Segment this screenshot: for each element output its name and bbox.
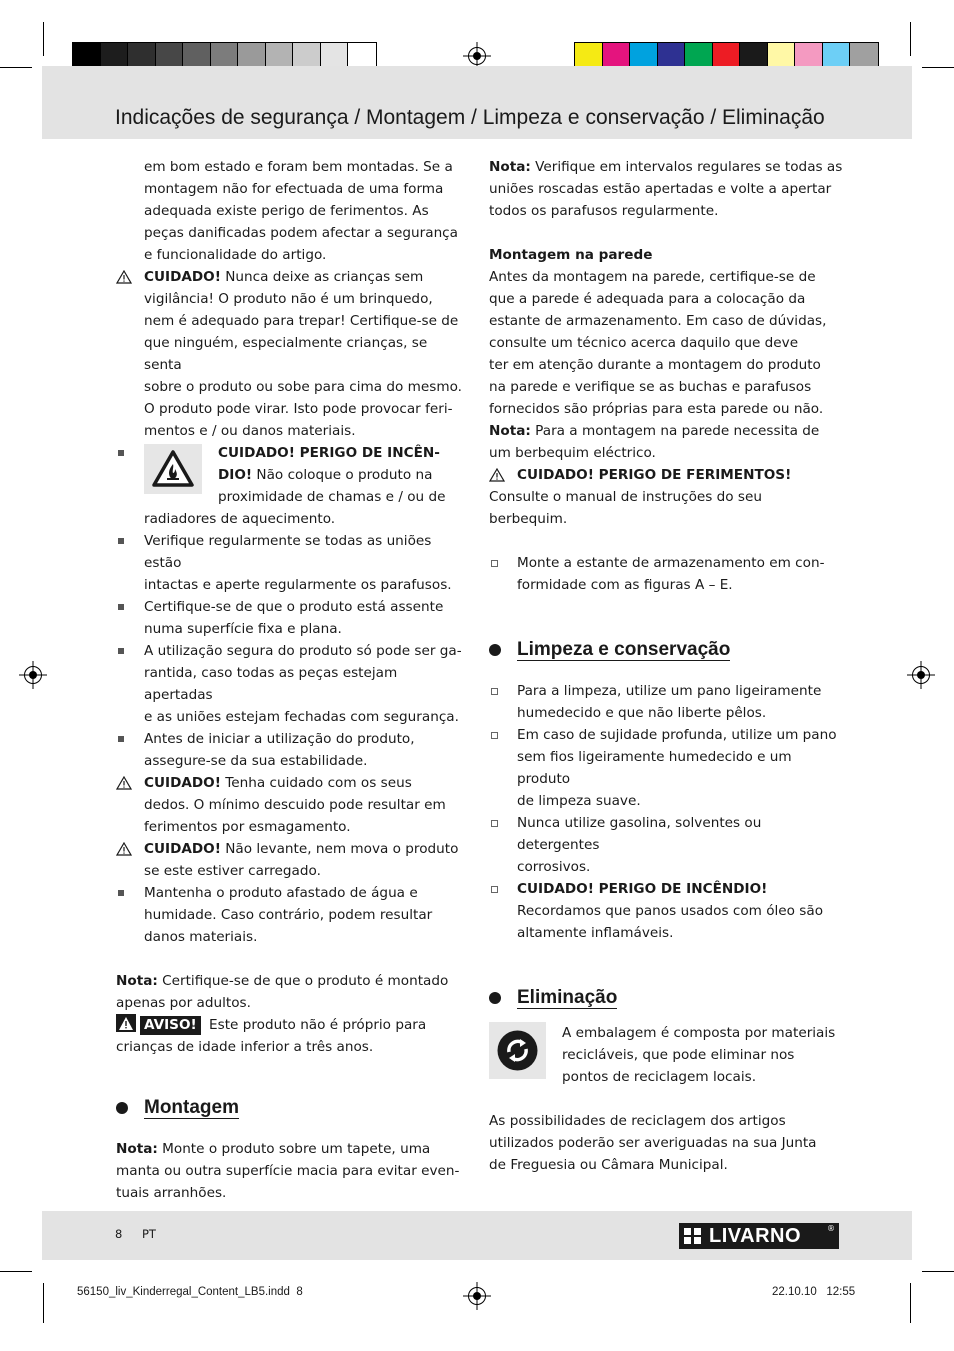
text-line: intactas e aperte regularmente os parafusos. bbox=[144, 577, 452, 593]
text-line: utilizados poderão ser averiguadas na sua Junta bbox=[489, 1135, 817, 1151]
wall-paragraph bbox=[489, 266, 844, 420]
note-paragraph bbox=[116, 1138, 468, 1204]
caution-item bbox=[489, 464, 844, 530]
text-line: As possibilidades de reciclagem dos artigos bbox=[489, 1113, 786, 1129]
recycling-paragraph bbox=[489, 1110, 844, 1176]
warning-triangle-icon bbox=[116, 270, 132, 284]
text-line: e funcionalidade do artigo. bbox=[144, 247, 327, 263]
text-line: Certifique-se de que o produto está assente bbox=[144, 599, 444, 615]
section-heading-eliminacao bbox=[489, 984, 844, 1012]
text-line: nem é adequado para trepar! Certifique-se de bbox=[144, 313, 459, 329]
text-line: A utilização segura do produto só pode ser ga- bbox=[144, 643, 462, 659]
text-line: Este produto não é próprio para bbox=[204, 1017, 427, 1033]
list-item bbox=[489, 680, 844, 724]
bullet-icon bbox=[118, 890, 124, 896]
text-line: Não levante, nem mova o produto bbox=[220, 841, 459, 857]
text-line: tuais arranhões. bbox=[116, 1185, 227, 1201]
note-label: Nota: bbox=[116, 1141, 158, 1157]
registration-mark-icon bbox=[24, 666, 42, 684]
section-title: Eliminação bbox=[517, 987, 618, 1008]
note-paragraph bbox=[116, 970, 468, 1014]
bullet-icon bbox=[118, 450, 124, 456]
text-line: fornecidos são próprias para esta parede ou não. bbox=[489, 401, 824, 417]
text-line: Nunca deixe as crianças sem bbox=[220, 269, 424, 285]
list-item bbox=[116, 728, 468, 772]
text-line: assegure-se da sua estabilidade. bbox=[144, 753, 368, 769]
bullet-icon bbox=[118, 604, 124, 610]
checkbox-bullet-icon bbox=[491, 886, 498, 893]
text-line: Nunca utilize gasolina, solventes ou detergentes bbox=[517, 815, 762, 853]
aviso-badge: AVISO! bbox=[140, 1016, 201, 1035]
note-paragraph bbox=[489, 420, 844, 464]
section-title: Limpeza e conservação bbox=[517, 639, 731, 660]
text-line: altamente inflamáveis. bbox=[517, 925, 674, 941]
text-line: e as uniões estejam fechadas com segurança. bbox=[144, 709, 459, 725]
text-line: Não coloque o produto na bbox=[252, 467, 433, 483]
caution-label: CUIDADO! PERIGO DE INCÊNDIO! bbox=[517, 881, 768, 897]
list-item bbox=[489, 724, 844, 812]
text-line: proximidade de chamas e / ou de bbox=[218, 489, 446, 505]
crop-mark bbox=[43, 1283, 44, 1323]
text-line: sobre o produto ou sobe para cima do mesmo. bbox=[144, 379, 462, 395]
crop-mark bbox=[922, 67, 954, 68]
text-line: rantida, caso todas as peças estejam apertadas bbox=[144, 665, 398, 703]
checkbox-bullet-icon bbox=[491, 820, 498, 827]
caution-item bbox=[116, 838, 468, 882]
section-dot-icon bbox=[116, 1102, 128, 1114]
section-title: Montagem bbox=[144, 1097, 239, 1118]
text-line: Monte a estante de armazenamento em con- bbox=[517, 555, 825, 571]
bullet-icon bbox=[118, 648, 124, 654]
text-line: dedos. O mínimo descuido pode resultar em bbox=[144, 797, 446, 813]
caution-label: CUIDADO! PERIGO DE FERIMENTOS! bbox=[517, 467, 792, 483]
text-line: que a parede é adequada para a colocação da bbox=[489, 291, 806, 307]
list-item bbox=[116, 882, 468, 948]
text-line: estante de armazenamento. Em caso de dúvidas, bbox=[489, 313, 827, 329]
text-line: Verifique em intervalos regulares se todas as bbox=[530, 159, 843, 175]
section-heading-montagem bbox=[116, 1094, 468, 1122]
crop-mark bbox=[0, 1271, 32, 1272]
crop-mark bbox=[922, 1271, 954, 1272]
checkbox-bullet-icon bbox=[491, 560, 498, 567]
text-line: humedecido e que não liberte pêlos. bbox=[517, 705, 767, 721]
text-line: sem fios ligeiramente humedecido e um produto bbox=[517, 749, 792, 787]
list-item bbox=[489, 812, 844, 878]
text-line: Verifique regularmente se todas as uniões estão bbox=[144, 533, 432, 571]
step-item bbox=[489, 552, 844, 596]
text-line: ter em atenção durante a montagem do produto bbox=[489, 357, 821, 373]
fire-hazard-pictogram bbox=[144, 444, 202, 494]
caution-item bbox=[116, 266, 468, 442]
text-line: radiadores de aquecimento. bbox=[144, 511, 336, 527]
warning-triangle-icon bbox=[116, 842, 132, 856]
text-line: humidade. Caso contrário, podem resultar bbox=[144, 907, 433, 923]
note-label: Nota: bbox=[489, 423, 531, 439]
text-line: Tenha cuidado com os seus bbox=[220, 775, 412, 791]
livarno-logo-mark-icon bbox=[681, 1225, 705, 1247]
text-line: de Freguesia ou Câmara Municipal. bbox=[489, 1157, 728, 1173]
text-line: A embalagem é composta por materiais bbox=[562, 1025, 836, 1041]
checkbox-bullet-icon bbox=[491, 732, 498, 739]
text-line: Certifique-se de que o produto é montado bbox=[157, 973, 449, 989]
note-paragraph bbox=[489, 156, 844, 222]
recycle-block bbox=[489, 1022, 844, 1110]
text-line: de limpeza suave. bbox=[517, 793, 641, 809]
text-line: se este estiver carregado. bbox=[144, 863, 321, 879]
text-line: apenas por adultos. bbox=[116, 995, 251, 1011]
text-line: Consulte o manual de instruções do seu berbequim. bbox=[489, 489, 762, 527]
brand-name: LIVARNO bbox=[709, 1224, 802, 1247]
text-line: uniões roscadas estão apertadas e volte a apertar bbox=[489, 181, 832, 197]
left-column bbox=[116, 156, 468, 1204]
text-line: recicláveis, que pode eliminar nos bbox=[562, 1047, 795, 1063]
warning-triangle-icon bbox=[489, 468, 505, 482]
registered-mark: ® bbox=[827, 1224, 835, 1233]
list-item bbox=[116, 640, 468, 728]
text-line: todos os parafusos regularmente. bbox=[489, 203, 719, 219]
text-line: que ninguém, especialmente crianças, se senta bbox=[144, 335, 428, 373]
text-line: montagem não for efectuada de uma forma bbox=[144, 181, 444, 197]
text-line: mentos e / ou danos materiais. bbox=[144, 423, 356, 439]
text-line: Para a limpeza, utilize um pano ligeiramente bbox=[517, 683, 822, 699]
text-line: Antes da montagem na parede, certifique-se de bbox=[489, 269, 816, 285]
registration-mark-icon bbox=[912, 666, 930, 684]
text-line: formidade com as figuras A – E. bbox=[517, 577, 733, 593]
caution-label: CUIDADO! bbox=[144, 775, 221, 791]
slug-timestamp: 22.10.10 12:55 bbox=[772, 1286, 856, 1298]
text-line: numa superfície fixa e plana. bbox=[144, 621, 342, 637]
subheading-wall-mounting: Montagem na parede bbox=[489, 247, 653, 263]
warning-triangle-icon bbox=[116, 776, 132, 790]
bullet-icon bbox=[118, 538, 124, 544]
text-line: Recordamos que panos usados com óleo são bbox=[517, 903, 824, 919]
section-dot-icon bbox=[489, 644, 501, 656]
green-dot-recycle-icon bbox=[489, 1022, 546, 1079]
list-item bbox=[116, 530, 468, 596]
text-line: consulte um técnico acerca daquilo que deve bbox=[489, 335, 799, 351]
page-number: 8 bbox=[115, 1227, 123, 1241]
intro-text bbox=[116, 156, 468, 266]
livarno-logo bbox=[679, 1223, 839, 1249]
text-line: manta ou outra superfície macia para evitar even- bbox=[116, 1163, 460, 1179]
text-line: O produto pode virar. Isto pode provocar feri- bbox=[144, 401, 453, 417]
crop-mark bbox=[910, 22, 911, 56]
registration-mark-icon bbox=[468, 1287, 486, 1305]
caution-label: CUIDADO! bbox=[144, 841, 221, 857]
fire-caution-label: CUIDADO! PERIGO DE INCÊN- bbox=[218, 445, 440, 461]
note-label: Nota: bbox=[116, 973, 158, 989]
fire-warning-item bbox=[116, 442, 468, 530]
text-line: crianças de idade inferior a três anos. bbox=[116, 1039, 374, 1055]
text-line: pontos de reciclagem locais. bbox=[562, 1069, 757, 1085]
page-title: Indicações de segurança / Montagem / Limpeza e conservação / Eliminação bbox=[115, 106, 825, 129]
section-dot-icon bbox=[489, 992, 501, 1004]
text-line: um berbequim eléctrico. bbox=[489, 445, 656, 461]
list-item bbox=[116, 596, 468, 640]
bullet-icon bbox=[118, 736, 124, 742]
language-code: PT bbox=[142, 1227, 156, 1241]
note-label: Nota: bbox=[489, 159, 531, 175]
text-line: Para a montagem na parede necessita de bbox=[530, 423, 820, 439]
fire-caution-label: DIO! bbox=[218, 467, 253, 483]
recycling-pictogram bbox=[489, 1022, 546, 1079]
right-column bbox=[489, 156, 844, 1176]
text-line: peças danificadas podem afectar a segurança bbox=[144, 225, 458, 241]
text-line: Antes de iniciar a utilização do produto, bbox=[144, 731, 415, 747]
flame-warning-icon bbox=[144, 444, 202, 494]
caution-label: CUIDADO! bbox=[144, 269, 221, 285]
checkbox-bullet-icon bbox=[491, 688, 498, 695]
caution-item bbox=[116, 772, 468, 838]
section-heading-limpeza bbox=[489, 636, 844, 664]
crop-mark bbox=[43, 22, 44, 56]
registration-mark-icon bbox=[468, 47, 486, 65]
text-line: ferimentos por esmagamento. bbox=[144, 819, 351, 835]
text-line: corrosivos. bbox=[517, 859, 591, 875]
crop-mark bbox=[0, 67, 32, 68]
text-line: em bom estado e foram bem montadas. Se a bbox=[144, 159, 453, 175]
text-line: Em caso de sujidade profunda, utilize um pano bbox=[517, 727, 837, 743]
text-line: Monte o produto sobre um tapete, uma bbox=[157, 1141, 431, 1157]
crop-mark bbox=[910, 1283, 911, 1323]
slug-filename: 56150_liv_Kinderregal_Content_LB5.indd 8 bbox=[77, 1286, 303, 1298]
text-line: vigilância! O produto não é um brinquedo, bbox=[144, 291, 433, 307]
list-item bbox=[489, 878, 844, 944]
warning-triangle-filled-icon bbox=[116, 1014, 136, 1032]
text-line: adequada existe perigo de ferimentos. As bbox=[144, 203, 429, 219]
text-line: Mantenha o produto afastado de água e bbox=[144, 885, 418, 901]
text-line: danos materiais. bbox=[144, 929, 258, 945]
text-line: na parede e verifique se as buchas e parafusos bbox=[489, 379, 812, 395]
aviso-paragraph bbox=[116, 1014, 468, 1058]
